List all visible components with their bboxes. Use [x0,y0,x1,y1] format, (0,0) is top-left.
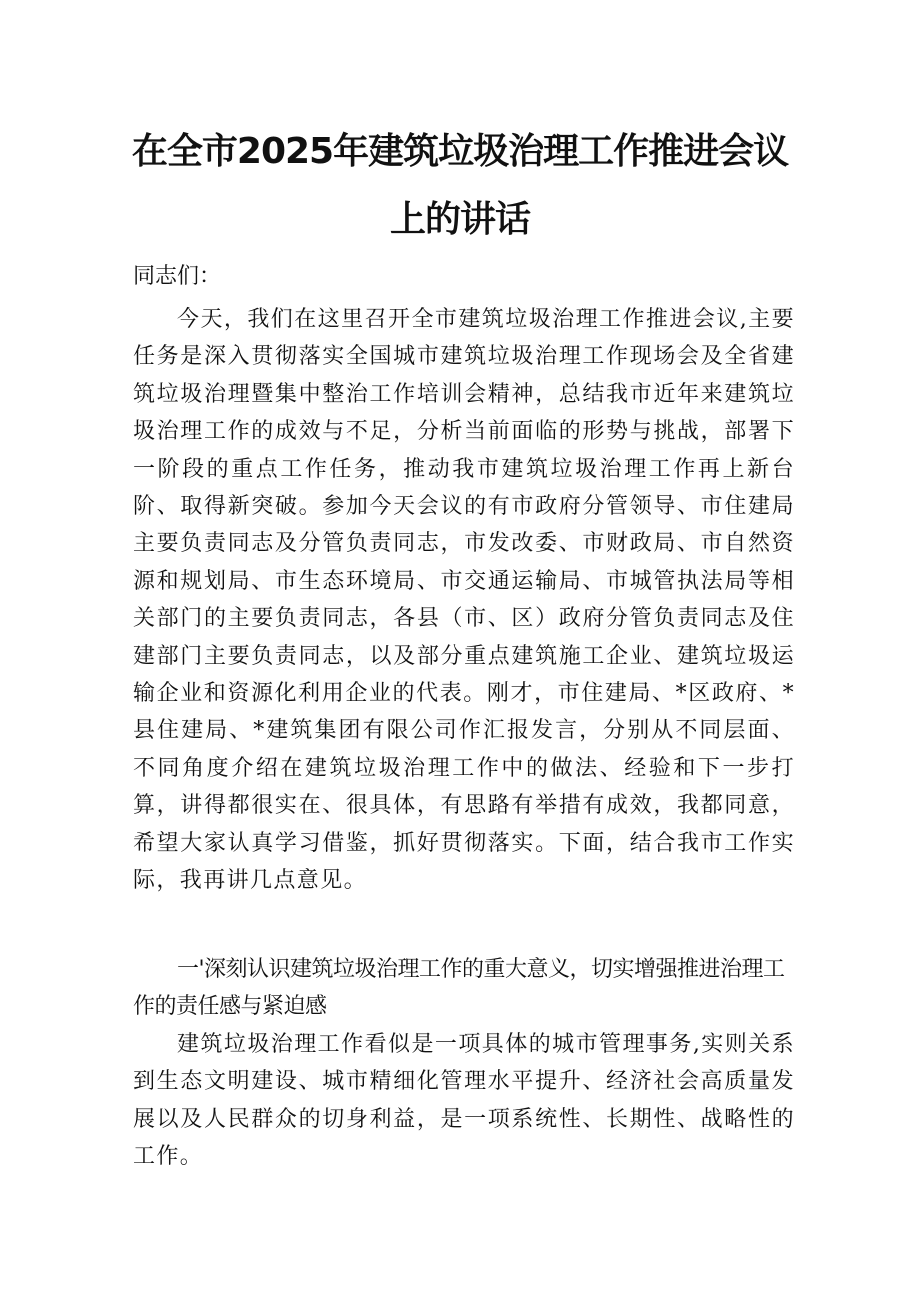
document-title-line-1: 在全市2025年建筑垃圾治理工作推进会议 [131,131,789,172]
opening-paragraph: 今天，我们在这里召开全市建筑垃圾治理工作推进会议,主要任务是深入贯彻落实全国城市建筑垃圾治理工作现场会及全省建筑垃圾治理暨集中整治工作培训会精神，总结我市近年来建筑垃圾治理工作的成效与不足，分析当前面临的形势与挑战，部署下一阶段的重点工作任务，推动我市建筑垃圾治理工作再上新台阶、取得新突破。参加今天会议的有市政府分管领导、市住建局主要负责同志及分管负责同志，市发改委、市财政局、市自然资源和规划局、市生态环境局、市交通运输局、市城管执法局等相关部门的主要负责同志，各县（市、区）政府分管负责同志及住建部门主要负责同志，以及部分重点建筑施工企业、建筑垃圾运输企业和资源化利用企业的代表。刚才，市住建局、*区政府、*县住建局、*建筑集团有限公司作汇报发言，分别从不同层面、不同角度介绍在建筑垃圾治理工作中的做法、经验和下一步打算，讲得都很实在、很具体，有思路有举措有成效，我都同意，希望大家认真学习借鉴，抓好贯彻落实。下面，结合我市工作实际，我再讲几点意见。 [133,307,795,894]
salutation: 同志们： [133,264,222,289]
section-heading-1: 一'深刻认识建筑垃圾治理工作的重大意义，切实增强推进治理工作的责任感与紧迫感 [133,957,785,1019]
section-1-paragraph: 建筑垃圾治理工作看似是一项具体的城市管理事务,实则关系到生态文明建设、城市精细化管理水平提升、经济社会高质量发展以及人民群众的切身利益，是一项系统性、长期性、战略性的工作。 [133,1032,795,1170]
document-title-line-2: 上的讲话 [389,199,530,240]
